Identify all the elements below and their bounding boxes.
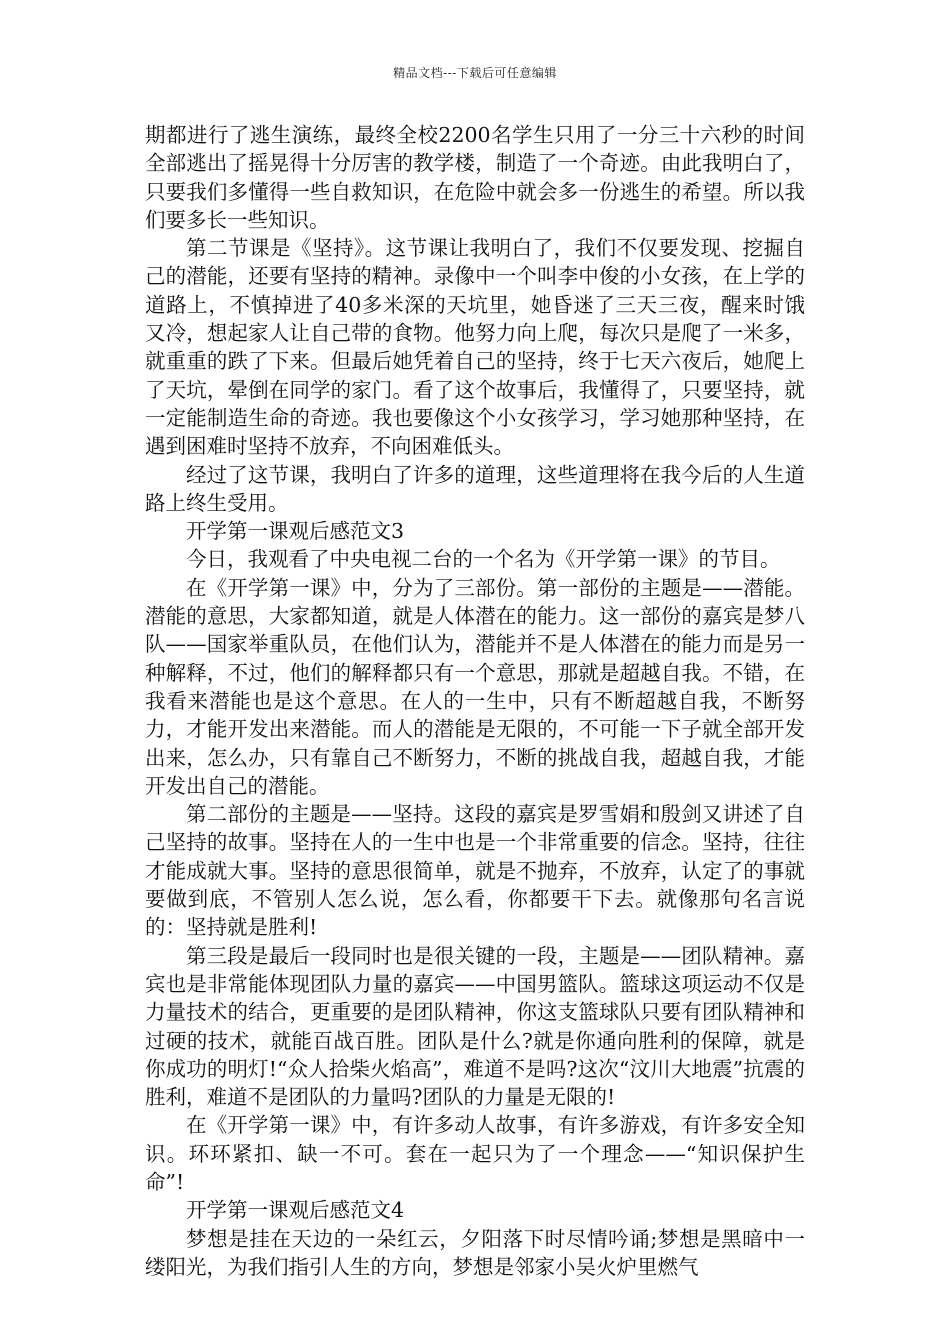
paragraph: 今日，我观看了中央电视二台的一个名为《开学第一课》的节目。 — [186, 547, 781, 572]
paragraph: 经过了这节课，我明白了许多的道理，这些道理将在我今后的人生道路上终生受用。 — [145, 462, 805, 515]
paragraph: 第二节课是《坚持》。这节课让我明白了，我们不仅要发现、挖掘自己的潜能，还要有坚持的精神。录像中一个叫李中俊的小女孩，在上学的道路上，不慎掉进了40多米深的天坑里，她昏迷了三天三夜，醒来时饿又冷，想起家人让自己带的食物。他努力向上爬，每次只是爬了一米多，就重重的跌了下来。但最后她凭着自己的坚持，终于七天六夜后，她爬上了天坑，晕倒在同学的家门。看了这个故事后，我懂得了，只要坚持，就一定能制造生命的奇迹。我也要像这个小女孩学习，学习她那种坚持，在遇到困难时坚持不放弃，不向困难低头。 — [145, 236, 805, 459]
paragraph: 在《开学第一课》中，有许多动人故事，有许多游戏，有许多安全知识。环环紧扣、缺一不可。套在一起只为了一个理念——“知识保护生命”! — [145, 1113, 805, 1194]
page-header: 精品文档---下载后可任意编辑 — [393, 66, 557, 80]
paragraph: 梦想是挂在天边的一朵红云，夕阳落下时尽情吟诵;梦想是黑暗中一缕阳光，为我们指引人生的方向，梦想是邻家小吴火炉里燃气 — [145, 1226, 805, 1279]
document-body — [145, 121, 805, 1281]
paragraph: 期都进行了逃生演练，最终全校2200名学生只用了一分三十六秒的时间全部逃出了摇晃得十分厉害的教学楼，制造了一个奇迹。由此我明白了，只要我们多懂得一些自救知识，在危险中就会多一份逃生的希望。所以我们要多长一些知识。 — [145, 123, 805, 232]
paragraph: 第三段是最后一段同时也是很关键的一段，主题是——团队精神。嘉宾也是非常能体现团队力量的嘉宾——中国男篮队。篮球这项运动不仅是力量技术的结合，更重要的是团队精神，你这支篮球队只要有团队精神和过硬的技术，就能百战百胜。团队是什么?就是你通向胜利的保障，就是你成功的明灯!“众人拾柴火焰高”，难道不是吗?这次“汶川大地震”抗震的胜利，难道不是团队的力量吗?团队的力量是无限的! — [145, 943, 805, 1110]
paragraph: 第二部份的主题是——坚持。这段的嘉宾是罗雪娟和殷剑又讲述了自己坚持的故事。坚持在人的一生中也是一个非常重要的信念。坚持，往往才能成就大事。坚持的意思很简单，就是不抛弃，不放弃，认定了的事就要做到底，不管别人怎么说，怎么看，你都要干下去。就像那句名言说的：坚持就是胜利! — [145, 802, 805, 940]
section-heading: 开学第一课观后感范文3 — [186, 519, 405, 544]
section-heading: 开学第一课观后感范文4 — [186, 1198, 405, 1223]
paragraph: 在《开学第一课》中，分为了三部份。第一部份的主题是——潜能。潜能的意思，大家都知道，就是人体潜在的能力。这一部份的嘉宾是梦八队——国家举重队员，在他们认为，潜能并不是人体潜在的能力而是另一种解释，不过，他们的解释都只有一个意思，那就是超越自我。不错，在我看来潜能也是这个意思。在人的一生中，只有不断超越自我，不断努力，才能开发出来潜能。而人的潜能是无限的，不可能一下子就全部开发出来，怎么办，只有靠自己不断努力，不断的挑战自我，超越自我，才能开发出自己的潜能。 — [145, 575, 805, 798]
